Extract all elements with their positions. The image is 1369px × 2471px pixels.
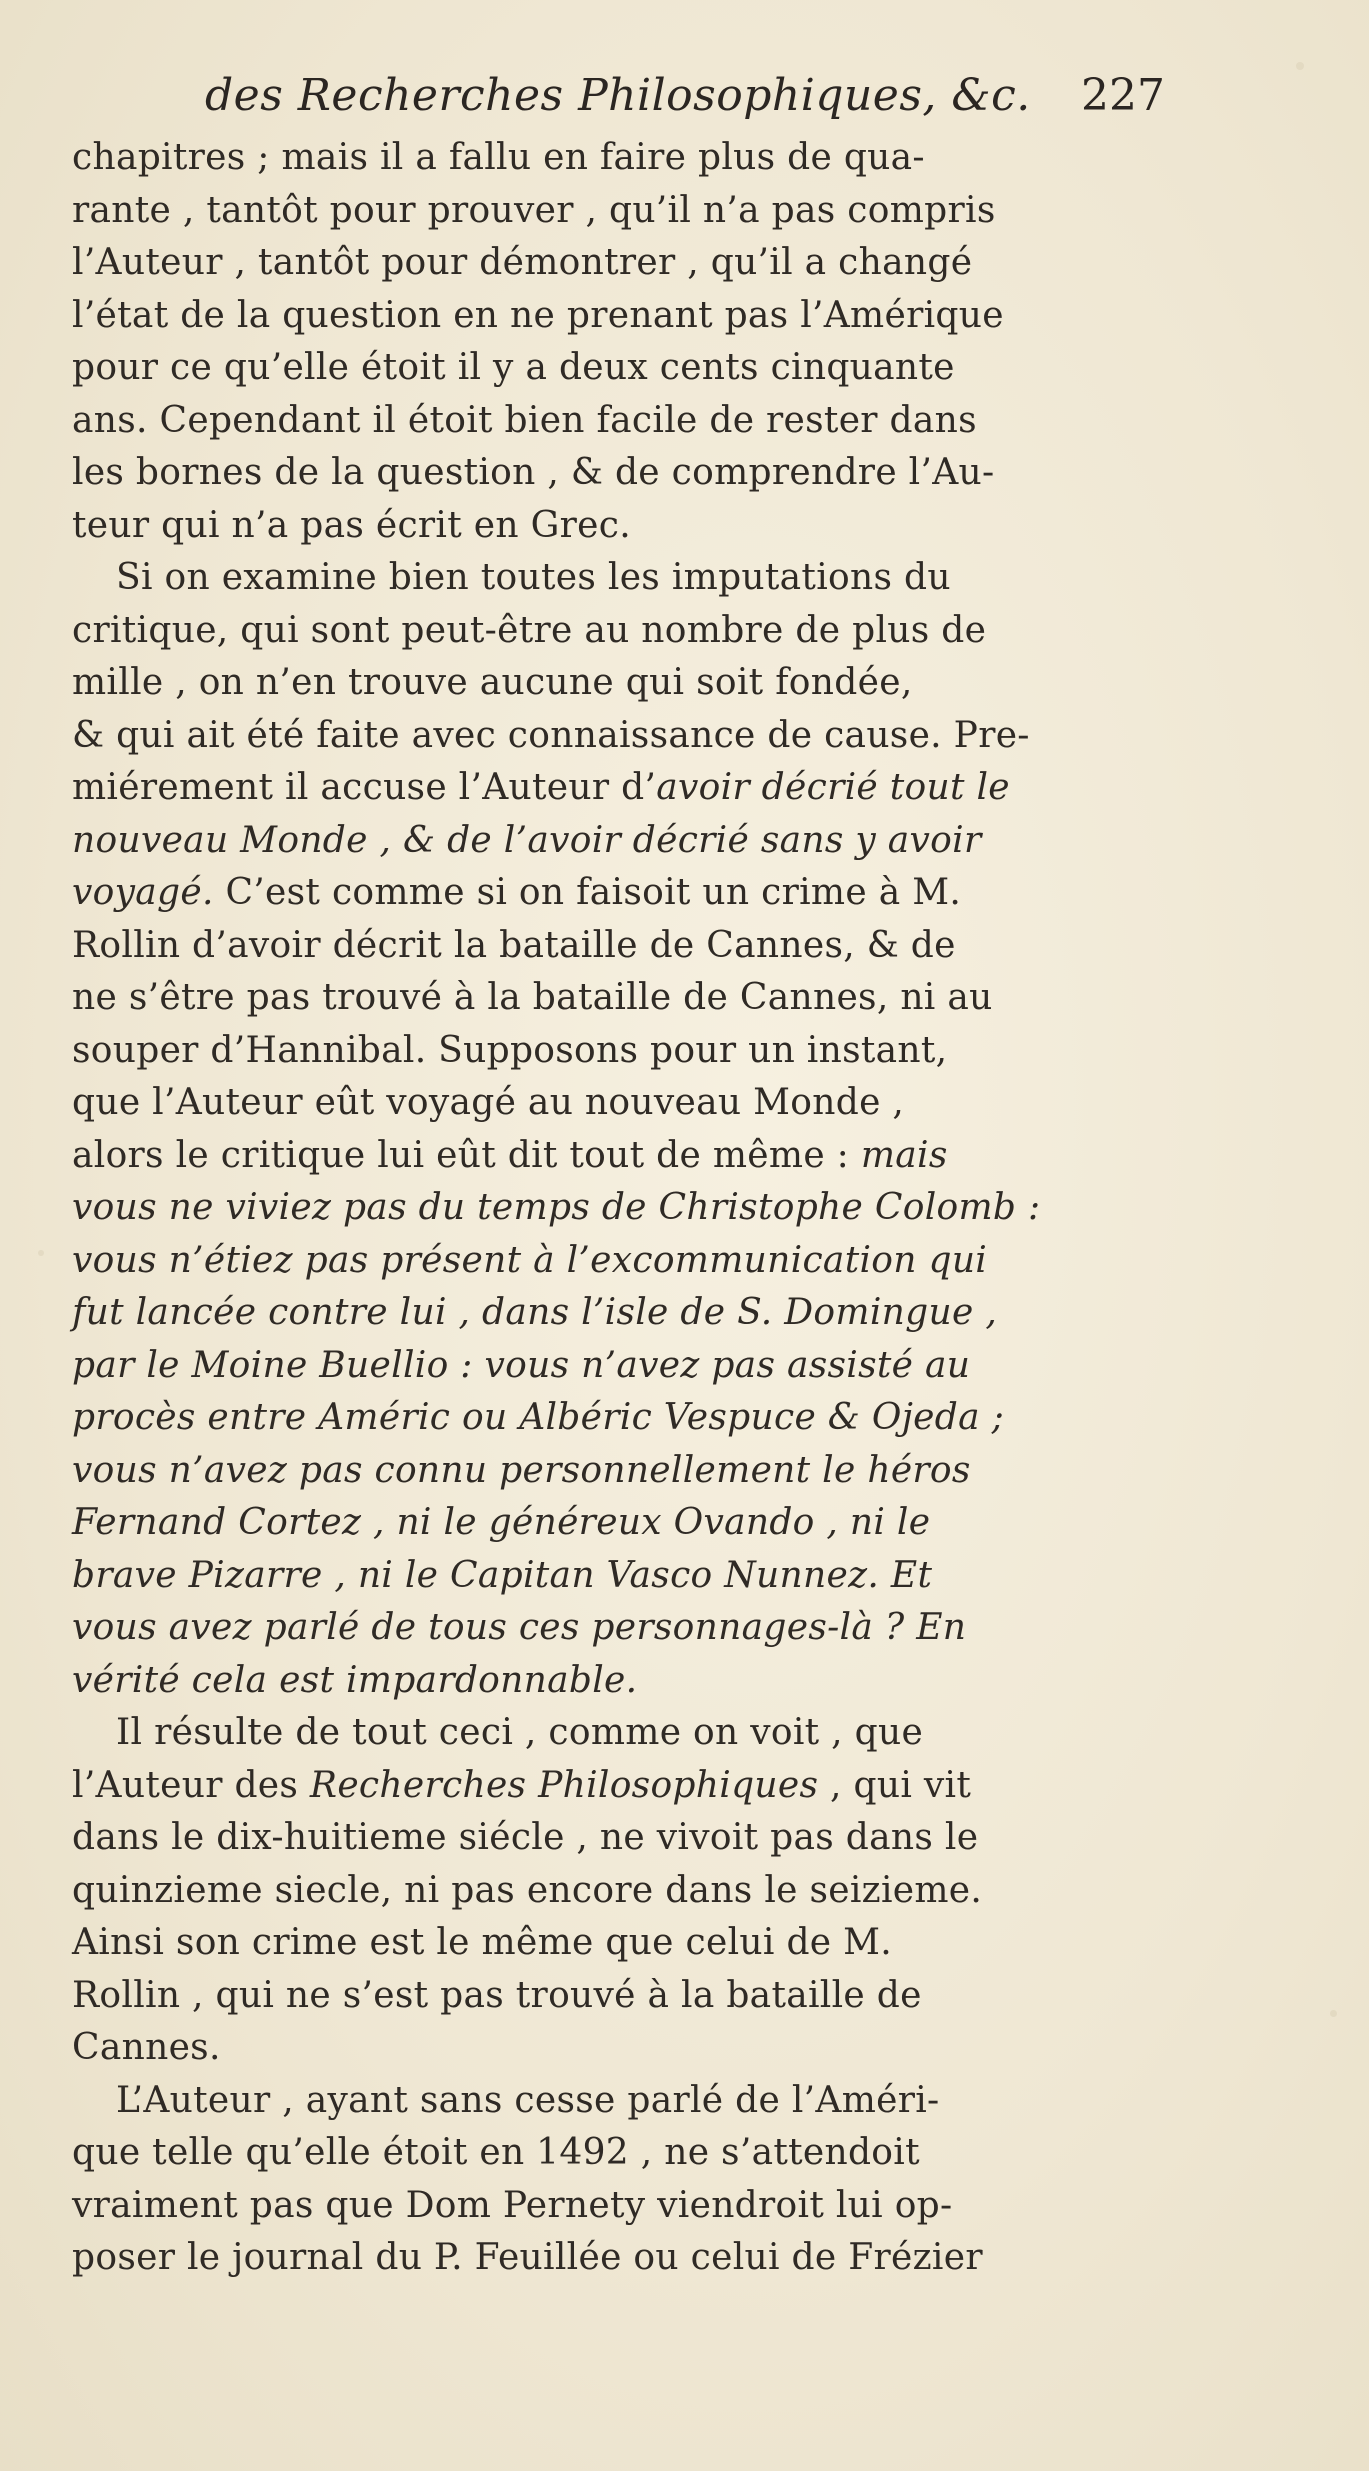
body-text [72, 132, 1212, 2285]
text-line: ne s’être pas trouvé à la bataille de Cannes, ni au [72, 977, 993, 1018]
text-line: Rollin d’avoir décrit la bataille de Cannes, & de [72, 924, 956, 966]
text-line: quinzieme siecle, ni pas encore dans le seizieme. [72, 1869, 983, 1911]
paper-spot [1296, 62, 1304, 70]
text-line: vérité cela est impardonnable. [72, 1659, 638, 1701]
text-line: l’Auteur des Recherches Philosophiques , qui vit [72, 1764, 972, 1806]
text-line: les bornes de la question , & de comprendre l’Au- [72, 452, 995, 493]
text-line: miérement il accuse l’Auteur d’avoir décrié tout le [72, 767, 1010, 808]
text-line: pour ce qu’elle étoit il y a deux cents cinquante [72, 347, 955, 388]
paragraph-start-line: Si on examine bien toutes les imputations du [116, 557, 951, 598]
text-line: Rollin , qui ne s’est pas trouvé à la bataille de [72, 1974, 922, 2016]
text-line: critique, qui sont peut-être au nombre de plus de [72, 609, 987, 651]
text-line: vous n’avez pas connu personnellement le héros [72, 1449, 971, 1491]
page-number: 227 [1081, 70, 1165, 121]
text-line: vous ne viviez pas du temps de Christophe Colomb : [72, 1187, 1041, 1228]
text-line: que telle qu’elle étoit en 1492 , ne s’attendoit [72, 2132, 920, 2173]
text-line: que l’Auteur eût voyagé au nouveau Monde , [72, 1082, 905, 1123]
text-line: procès entre Améric ou Albéric Vespuce & Ojeda ; [72, 1397, 1005, 1438]
text-line: vous n’étiez pas présent à l’excommunication qui [72, 1239, 988, 1281]
text-line: brave Pizarre , ni le Capitan Vasco Nunnez. Et [72, 1554, 933, 1596]
paper-spot [1330, 2010, 1337, 2017]
text-line: chapitres ; mais il a fallu en faire plus de qua- [72, 137, 925, 178]
text-line: teur qui n’a pas écrit en Grec. [72, 504, 631, 546]
text-line: alors le critique lui eût dit tout de même : mais [72, 1134, 948, 1176]
text-line: dans le dix-huitieme siécle , ne vivoit pas dans le [72, 1817, 979, 1858]
paper-spot [38, 1250, 44, 1256]
text-line: voyagé. C’est comme si on faisoit un crime à M. [72, 872, 962, 913]
text-line: vraiment pas que Dom Pernety viendroit lui op- [72, 2184, 953, 2226]
text-line: vous avez parlé de tous ces personnages-là ? En [72, 1607, 967, 1648]
text-line: l’état de la question en ne prenant pas l’Amérique [72, 294, 1004, 336]
text-line: l’Auteur , tantôt pour démontrer , qu’il a changé [72, 242, 973, 283]
text-line: fut lancée contre lui , dans l’isle de S. Domingue , [72, 1292, 998, 1333]
text-line: Fernand Cortez , ni le généreux Ovando , ni le [72, 1502, 931, 1543]
text-line: nouveau Monde , & de l’avoir décrié sans y avoir [72, 819, 982, 861]
page-header [205, 70, 1165, 140]
running-head: des Recherches Philosophiques, &c. [205, 70, 1031, 121]
text-line: poser le journal du P. Feuillée ou celui de Frézier [72, 2237, 983, 2278]
text-line: rante , tantôt pour prouver , qu’il n’a pas compris [72, 189, 996, 231]
text-line: ans. Cependant il étoit bien facile de rester dans [72, 399, 977, 441]
text-line: souper d’Hannibal. Supposons pour un instant, [72, 1029, 948, 1071]
text-line: Cannes. [72, 2027, 221, 2068]
text-line: mille , on n’en trouve aucune qui soit fondée, [72, 662, 913, 703]
text-line: par le Moine Buellio : vous n’avez pas assisté au [72, 1344, 971, 1386]
paragraph-start-line: Il résulte de tout ceci , comme on voit , que [116, 1712, 924, 1753]
paragraph-start-line: L’Auteur , ayant sans cesse parlé de l’Améri- [116, 2079, 940, 2121]
text-line: Ainsi son crime est le même que celui de M. [72, 1922, 893, 1963]
text-line: & qui ait été faite avec connaissance de cause. Pre- [72, 714, 1030, 756]
